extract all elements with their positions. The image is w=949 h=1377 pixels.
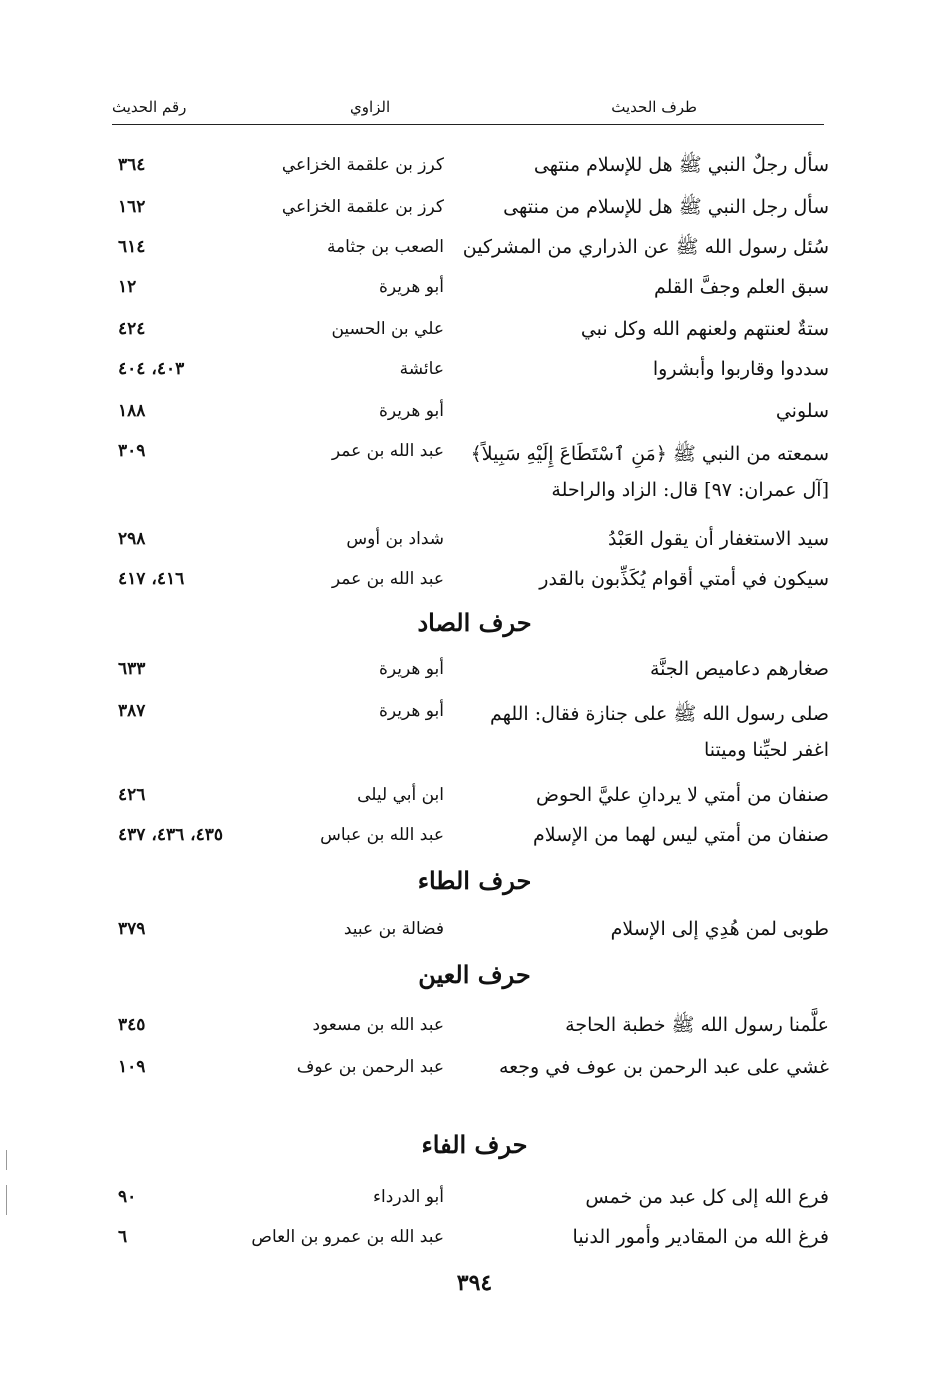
table-row xyxy=(0,696,949,768)
hadith-text: ستةٌ لعنتهم ولعنهم الله وكل نبي xyxy=(580,318,829,340)
section-heading-sad: حرف الصاد xyxy=(417,608,532,637)
hadith-text: سيكون في أمتي أقوام يُكَذِّبون بالقدر xyxy=(539,568,829,590)
narrator-text: عائشة xyxy=(399,359,444,379)
narrator-text: الصعب بن جثامة xyxy=(326,237,444,257)
column-header-number: رقم الحديث xyxy=(112,98,187,116)
section-heading-taa: حرف الطاء xyxy=(417,866,532,895)
narrator-text: علي بن الحسين xyxy=(331,319,444,339)
table-row xyxy=(0,436,949,512)
table-row xyxy=(0,1010,949,1044)
table-row xyxy=(0,654,949,688)
hadith-text: صنفان من أمتي ليس لهما من الإسلام xyxy=(533,824,829,846)
hadith-text: سمعته من النبي ﷺ ﴿مَنِ ٱسْتَطَاعَ إِلَيْهِ سَبِيلاً﴾ [آل عمران: ٩٧] قال: الزاد والراحلة xyxy=(470,443,829,501)
hadith-text: سأل رجلٌ النبي ﷺ هل للإسلام منتهى xyxy=(533,154,829,176)
hadith-number: ٣٦٤ xyxy=(118,155,146,175)
table-row xyxy=(0,396,949,430)
column-header-hadith: طرف الحديث xyxy=(611,98,697,116)
hadith-number: ١٨٨ xyxy=(118,401,146,421)
column-header-narrator: الزاوي xyxy=(350,98,391,116)
hadith-number: ٤٢٤ xyxy=(118,319,146,339)
page-number: ٣٩٤ xyxy=(456,1270,493,1296)
hadith-text: فرع الله إلى كل عبد من خمس xyxy=(585,1186,829,1208)
hadith-number: ٩٠ xyxy=(118,1187,137,1207)
hadith-number: ٤٢٦ xyxy=(118,785,146,805)
hadith-number: ٦٣٣ xyxy=(118,659,146,679)
hadith-number: ٣٨٧ xyxy=(118,701,146,721)
narrator-text: أبو هريرة xyxy=(378,401,444,421)
hadith-text: سأل رجل النبي ﷺ هل للإسلام من منتهى xyxy=(503,196,829,218)
narrator-text: أبو هريرة xyxy=(378,701,444,721)
hadith-number: ٣٤٥ xyxy=(118,1015,146,1035)
narrator-text: عبد الله بن عمرو بن العاص xyxy=(251,1227,444,1247)
scan-margin-mark xyxy=(6,1185,7,1215)
hadith-text: سددوا وقاربوا وأبشروا xyxy=(652,358,829,380)
hadith-number: ٤٣٥، ٤٣٦، ٤٣٧ xyxy=(118,825,224,845)
section-heading-ayn: حرف العين xyxy=(418,960,531,989)
table-row xyxy=(0,780,949,814)
narrator-text: ابن أبي ليلى xyxy=(357,785,444,805)
table-row xyxy=(0,1052,949,1118)
hadith-number: ١٦٢ xyxy=(118,197,146,217)
table-row xyxy=(0,1182,949,1216)
hadith-text: سبق العلم وجفَّ القلم xyxy=(654,276,829,298)
hadith-number: ٣٠٩ xyxy=(118,441,146,461)
narrator-text: كرز بن علقمة الخزاعي xyxy=(281,197,444,217)
table-row xyxy=(0,524,949,558)
hadith-text: صنفان من أمتي لا يردانِ عليَّ الحوض xyxy=(535,784,829,806)
hadith-number: ٢٩٨ xyxy=(118,529,146,549)
table-row xyxy=(0,192,949,226)
table-row xyxy=(0,232,949,266)
narrator-text: أبو الدرداء xyxy=(373,1187,444,1207)
narrator-text: عبد الله بن مسعود xyxy=(312,1015,444,1035)
table-row xyxy=(0,564,949,598)
scan-margin-mark xyxy=(6,1150,7,1170)
hadith-number: ٦١٤ xyxy=(118,237,146,257)
hadith-text: غشي على عبد الرحمن بن عوف في وجعه xyxy=(498,1056,829,1078)
hadith-number: ١٢ xyxy=(118,277,137,297)
hadith-text: سلوني xyxy=(775,400,829,422)
narrator-text: عبد الله بن عمر xyxy=(331,569,444,589)
hadith-text: فرغ الله من المقادير وأمور الدنيا xyxy=(572,1226,829,1248)
narrator-text: شداد بن أوس xyxy=(346,529,444,549)
narrator-text: أبو هريرة xyxy=(378,659,444,679)
hadith-text: صلى رسول الله ﷺ على جنازة فقال: اللهم اغفر لحيِّنا وميتنا xyxy=(489,703,829,761)
narrator-text: عبد الله بن عمر xyxy=(331,441,444,461)
table-row xyxy=(0,314,949,348)
narrator-text: عبد الرحمن بن عوف xyxy=(296,1057,444,1077)
table-row xyxy=(0,272,949,306)
table-row xyxy=(0,820,949,854)
table-row xyxy=(0,354,949,388)
hadith-number: ٤١٦، ٤١٧ xyxy=(118,569,185,589)
hadith-number: ٦ xyxy=(118,1227,128,1247)
hadith-number: ١٠٩ xyxy=(118,1057,146,1077)
narrator-text: عبد الله بن عباس xyxy=(320,825,444,845)
narrator-text: فضالة بن عبيد xyxy=(343,919,444,939)
table-row xyxy=(0,150,949,184)
narrator-text: كرز بن علقمة الخزاعي xyxy=(281,155,444,175)
section-heading-faa: حرف الفاء xyxy=(421,1130,528,1159)
hadith-number: ٤٠٣، ٤٠٤ xyxy=(118,359,185,379)
hadith-text: صغارهم دعاميص الجنَّة xyxy=(649,658,829,680)
hadith-text: طوبى لمن هُدِي إلى الإسلام xyxy=(610,918,829,940)
hadith-text: سُئل رسول الله ﷺ عن الذراري من المشركين xyxy=(462,236,829,258)
header-rule xyxy=(112,124,824,125)
narrator-text: أبو هريرة xyxy=(378,277,444,297)
table-row xyxy=(0,1222,949,1256)
hadith-text: علَّمنا رسول الله ﷺ خطبة الحاجة xyxy=(565,1014,829,1036)
hadith-text: سيد الاستغفار أن يقول العَبْدُ xyxy=(608,528,829,550)
hadith-number: ٣٧٩ xyxy=(118,919,146,939)
table-row xyxy=(0,914,949,948)
